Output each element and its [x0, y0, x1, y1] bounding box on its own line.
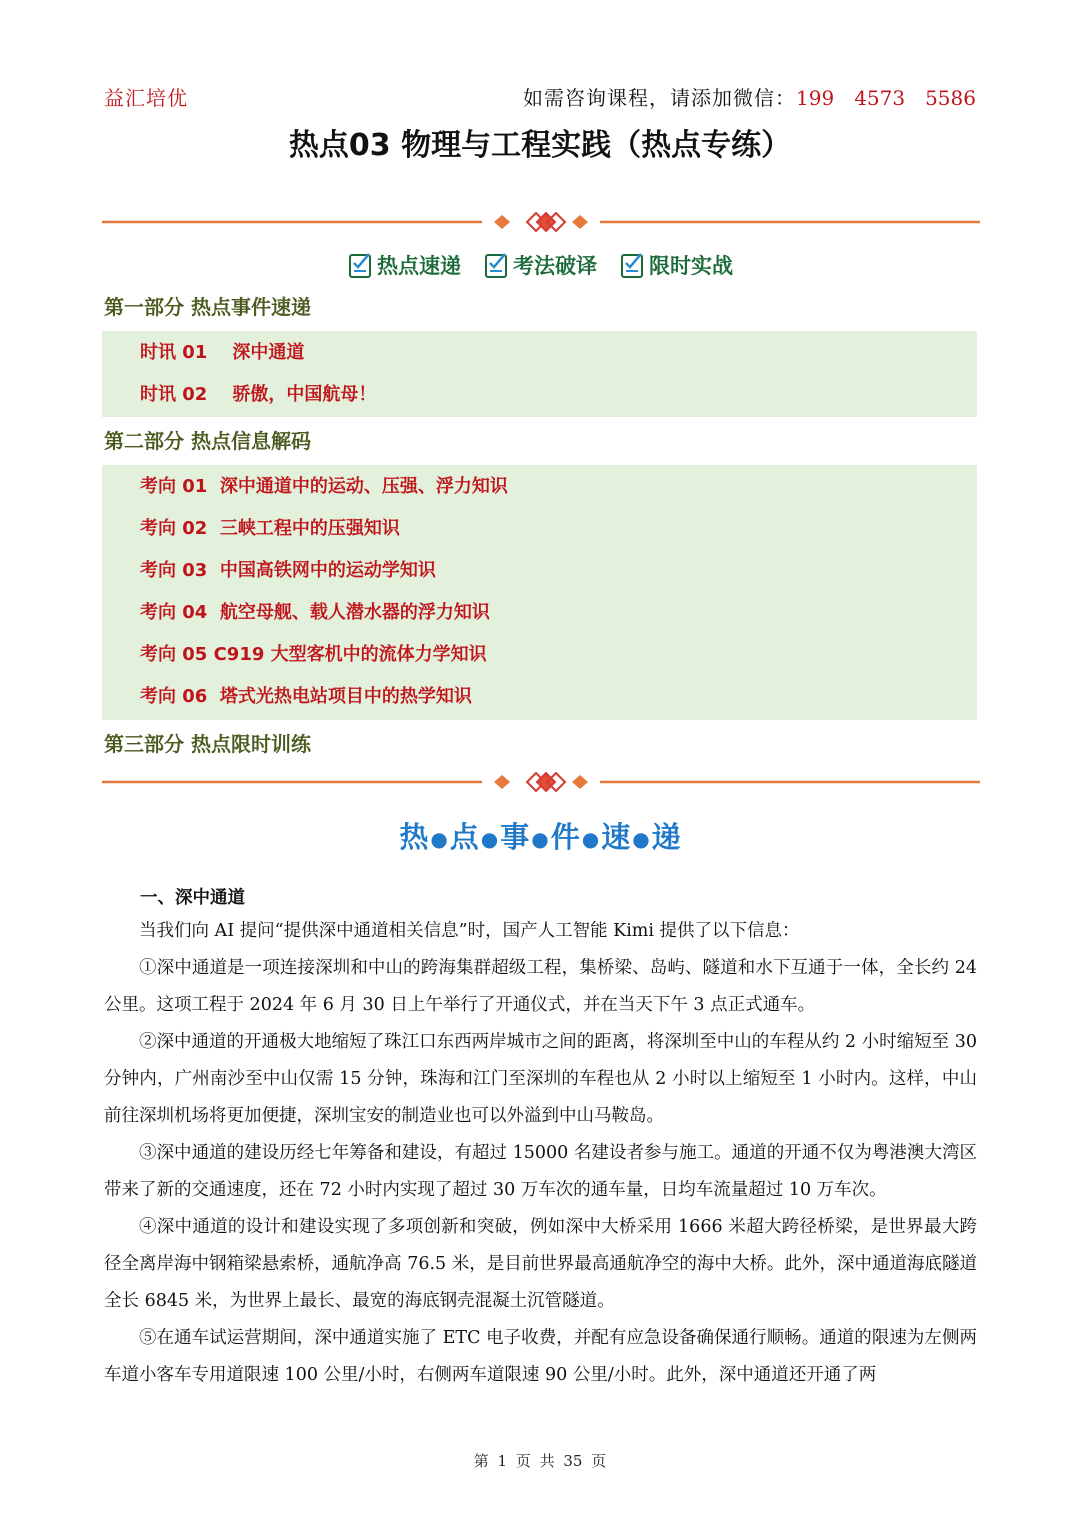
contact-prefix: 如需咨询课程，请添加微信： — [523, 86, 797, 110]
toc-item-topic-02[interactable]: 考向 02 三峡工程中的压强知识 — [140, 518, 400, 539]
ornament-divider-bottom — [102, 767, 980, 797]
heading-char: 速 — [601, 820, 631, 854]
page-footer: 第 1 页 共 35 页 — [473, 1452, 607, 1470]
tab-bar — [0, 250, 1080, 280]
heading-char: 事 — [500, 820, 530, 854]
wechat-number: 199 4573 5586 — [796, 86, 976, 110]
brand-name: 益汇培优 — [104, 86, 188, 110]
part3-heading: 第三部分 热点限时训练 — [104, 732, 311, 756]
tab-label: 限时实战 — [649, 254, 733, 278]
toc-item-topic-06[interactable]: 考向 06 塔式光热电站项目中的热学知识 — [140, 686, 472, 707]
toc-item-news-01[interactable]: 时讯 01 深中通道 — [140, 342, 305, 363]
heading-char: 热 — [399, 820, 429, 854]
toc-item-topic-05[interactable]: 考向 05 C919 大型客机中的流体力学知识 — [140, 644, 487, 665]
toc-item-news-02[interactable]: 时讯 02 骄傲，中国航母！ — [140, 384, 377, 405]
toc-box-part2 — [102, 465, 977, 720]
paragraph: ⑤在通车试运营期间，深中通道实施了 ETC 电子收费，并配有应急设备确保通行顺畅。通道的限速为左侧两车道小客车专用道限速 100 公里/小时，右侧两车道限速 90 公里/小时。此外，深中通道还开通了两 — [104, 1328, 977, 1385]
tab-label: 热点速递 — [377, 254, 461, 278]
article-body — [104, 913, 977, 1394]
heading-char: 递 — [651, 820, 681, 854]
tab-method-decode[interactable] — [483, 250, 597, 280]
contact-info — [523, 82, 976, 111]
ornament-divider-top — [102, 207, 980, 237]
page-title: 热点03 物理与工程实践（热点专练） — [288, 128, 792, 163]
paragraph: ②深中通道的开通极大地缩短了珠江口东西两岸城市之间的距离，将深圳至中山的车程从约 2 小时缩短至 30 分钟内，广州南沙至中山仅需 15 分钟，珠海和江门至深圳的车程也从 2 小时以上缩短至 1 小时内。这样，中山前往深圳机场将更加便捷，深圳宝安的制造业也可以外溢到中山马鞍岛。 — [104, 1032, 977, 1126]
toc-item-topic-03[interactable]: 考向 03 中国高铁网中的运动学知识 — [140, 560, 436, 581]
tab-hot-delivery[interactable] — [347, 250, 461, 280]
checklist-icon — [483, 251, 511, 279]
tab-timed-practice[interactable] — [619, 250, 733, 280]
section-heading: 热 ●点 ●事 ●件 ●速 ●递 — [399, 820, 681, 854]
sub-heading: 一、深中通道 — [140, 888, 245, 908]
heading-char: 件 — [550, 820, 580, 854]
paragraph: ③深中通道的建设历经七年筹备和建设，有超过 15000 名建设者参与施工。通道的开通不仅为粤港澳大湾区带来了新的交通速度，还在 72 小时内实现了超过 30 万车次的通车量，日均车流量超过 10 万车次。 — [104, 1143, 977, 1200]
tab-label: 考法破译 — [513, 254, 597, 278]
paragraph: ④深中通道的设计和建设实现了多项创新和突破，例如深中大桥采用 1666 米超大跨径桥梁，是世界最大跨径全离岸海中钢箱梁悬索桥，通航净高 76.5 米，是目前世界最高通航净空的海中大桥。此外，深中通道海底隧道全长 6845 米，为世界上最长、最宽的海底钢壳混凝土沉管隧道。 — [104, 1217, 977, 1311]
toc-item-topic-04[interactable]: 考向 04 航空母舰、载人潜水器的浮力知识 — [140, 602, 490, 623]
heading-char: 点 — [449, 820, 479, 854]
checklist-icon — [619, 251, 647, 279]
toc-box-part1 — [102, 331, 977, 417]
toc-item-topic-01[interactable]: 考向 01 深中通道中的运动、压强、浮力知识 — [140, 476, 508, 497]
checklist-icon — [347, 251, 375, 279]
paragraph: 当我们向 AI 提问“提供深中通道相关信息”时，国产人工智能 Kimi 提供了以下信息： — [139, 921, 800, 941]
part1-heading: 第一部分 热点事件速递 — [104, 295, 311, 319]
paragraph: ①深中通道是一项连接深圳和中山的跨海集群超级工程，集桥梁、岛屿、隧道和水下互通于一体，全长约 24 公里。这项工程于 2024 年 6 月 30 日上午举行了开通仪式，并在当天下午 3 点正式通车。 — [104, 958, 977, 1015]
part2-heading: 第二部分 热点信息解码 — [104, 429, 311, 453]
